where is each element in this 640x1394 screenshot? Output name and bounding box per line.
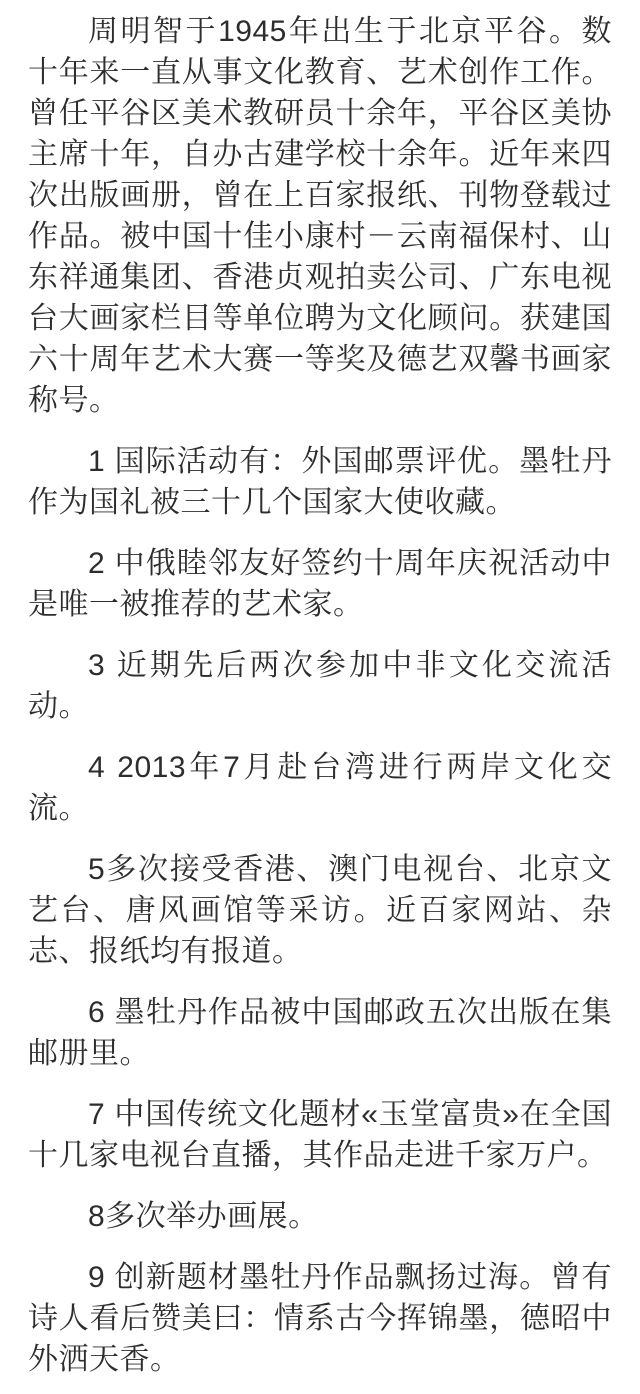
numbered-item-5: 5多次接受香港、澳门电视台、北京文艺台、唐风画馆等采访。近百家网站、杂志、报纸均有报道。 (28, 853, 612, 968)
numbered-item-3: 3 近期先后两次参加中非文化交流活动。 (28, 649, 612, 723)
numbered-item-4: 4 2013年7月赴台湾进行两岸文化交流。 (28, 751, 612, 825)
numbered-item-7: 7 中国传统文化题材«玉堂富贵»在全国十几家电视台直播，其作品走进千家万户。 (28, 1098, 612, 1172)
numbered-item-8: 8多次举办画展。 (88, 1200, 319, 1233)
intro-paragraph: 周明智于1945年出生于北京平谷。数十年来一直从事文化教育、艺术创作工作。曾任平谷区美术教研员十余年，平谷区美协主席十年，自办古建学校十余年。近年来四次出版画册，曾在上百家报纸、刊物登载过作品。被中国十佳小康村－云南福保村、山东祥通集团、香港贞观拍卖公司、广东电视台大画家栏目等单位聘为文化顾问。获建国六十周年艺术大赛一等奖及德艺双馨书画家称号。 (28, 15, 612, 417)
numbered-item-9: 9 创新题材墨牡丹作品飘扬过海。曾有诗人看后赞美曰：情系古今挥锦墨，德昭中外洒天香。 (28, 1261, 612, 1376)
numbered-item-2: 2 中俄睦邻友好签约十周年庆祝活动中是唯一被推荐的艺术家。 (28, 547, 612, 621)
numbered-item-6: 6 墨牡丹作品被中国邮政五次出版在集邮册里。 (28, 996, 612, 1070)
biography-text (28, 11, 612, 1380)
numbered-item-1: 1 国际活动有：外国邮票评优。墨牡丹作为国礼被三十几个国家大使收藏。 (28, 445, 612, 519)
